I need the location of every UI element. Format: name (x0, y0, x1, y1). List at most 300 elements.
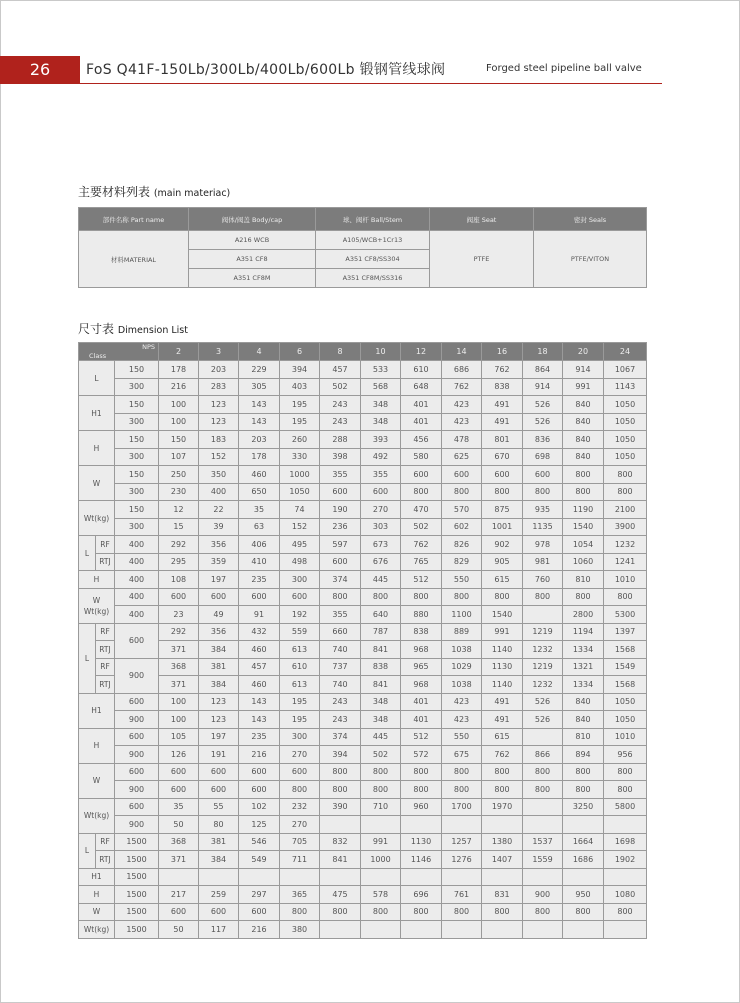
table-cell: 203 (199, 361, 239, 379)
table-cell: 123 (199, 711, 239, 729)
table-cell: 600 (159, 588, 199, 606)
table-cell: L (79, 623, 96, 693)
size-header: 8 (320, 343, 361, 361)
table-row (79, 851, 647, 869)
table-cell (604, 816, 647, 834)
table-cell: 143 (239, 711, 280, 729)
table-cell: 235 (239, 728, 280, 746)
page-subtitle: Forged steel pipeline ball valve (486, 63, 642, 74)
table-cell: 432 (239, 623, 280, 641)
table-cell: 968 (401, 676, 442, 694)
table-cell: 1500 (115, 921, 159, 939)
materials-table (78, 207, 647, 288)
table-cell: Wt(kg) (79, 921, 115, 939)
table-cell: 900 (115, 658, 159, 693)
table-cell: 348 (361, 693, 401, 711)
table-cell: 800 (442, 483, 482, 501)
table-cell: 991 (361, 833, 401, 851)
table-cell: 600 (401, 466, 442, 484)
table-cell: 762 (482, 746, 523, 764)
table-cell: 900 (115, 746, 159, 764)
table-cell: Wt(kg) (79, 501, 115, 536)
table-cell: 403 (280, 378, 320, 396)
table-cell: RF (96, 536, 115, 554)
table-cell: 800 (604, 483, 647, 501)
table-cell: 1050 (604, 448, 647, 466)
table-cell: 1970 (482, 798, 523, 816)
table-cell: 841 (320, 851, 361, 869)
table-cell: 800 (523, 903, 563, 921)
table-cell: 800 (482, 483, 523, 501)
table-cell: 1050 (604, 413, 647, 431)
table-cell: 1321 (563, 658, 604, 676)
table-cell: 526 (523, 413, 563, 431)
seals-cell: PTFE/VITON (534, 231, 647, 288)
table-cell: 491 (482, 693, 523, 711)
table-cell: 670 (482, 448, 523, 466)
table-cell: 800 (604, 466, 647, 484)
table-cell: 625 (442, 448, 482, 466)
table-cell: 1540 (563, 518, 604, 536)
table-cell: 800 (563, 483, 604, 501)
table-cell: 526 (523, 693, 563, 711)
table-cell: 350 (199, 466, 239, 484)
table-cell: 838 (482, 378, 523, 396)
table-cell: 640 (361, 606, 401, 624)
table-cell: 250 (159, 466, 199, 484)
table-cell: 270 (280, 746, 320, 764)
table-cell: H (79, 728, 115, 763)
table-cell: 356 (199, 536, 239, 554)
table-cell (320, 816, 361, 834)
table-row (79, 448, 647, 466)
table-cell: 457 (239, 658, 280, 676)
table-cell: 800 (320, 781, 361, 799)
table-cell: 1380 (482, 833, 523, 851)
table-cell: 1060 (563, 553, 604, 571)
table-cell: 270 (361, 501, 401, 519)
table-cell: 800 (563, 903, 604, 921)
seat-cell: PTFE (430, 231, 534, 288)
table-cell: 800 (482, 763, 523, 781)
table-cell: 512 (401, 571, 442, 589)
table-cell: 197 (199, 728, 239, 746)
table-cell (442, 816, 482, 834)
table-row (79, 833, 647, 851)
table-cell: 368 (159, 833, 199, 851)
table-row (79, 623, 647, 641)
table-cell: 787 (361, 623, 401, 641)
table-cell: 800 (523, 483, 563, 501)
table-cell: 600 (280, 763, 320, 781)
table-cell: 384 (199, 676, 239, 694)
table-cell: 1241 (604, 553, 647, 571)
table-cell (604, 868, 647, 886)
table-row (79, 711, 647, 729)
table-cell: 39 (199, 518, 239, 536)
table-cell: 371 (159, 641, 199, 659)
table-cell: 902 (482, 536, 523, 554)
table-row (79, 536, 647, 554)
table-cell: 1568 (604, 641, 647, 659)
table-cell: 711 (280, 851, 320, 869)
table-cell (563, 921, 604, 939)
table-cell: 50 (159, 816, 199, 834)
table-cell (523, 798, 563, 816)
table-row (79, 693, 647, 711)
table-cell: 152 (199, 448, 239, 466)
table-cell: 956 (604, 746, 647, 764)
table-cell: 348 (361, 396, 401, 414)
table-row (79, 676, 647, 694)
table-cell (401, 921, 442, 939)
materials-title-cn: 主要材料列表 (78, 185, 151, 199)
table-cell: 840 (563, 431, 604, 449)
table-cell: 478 (442, 431, 482, 449)
table-cell: 831 (482, 886, 523, 904)
table-cell: 761 (442, 886, 482, 904)
table-cell: 1568 (604, 676, 647, 694)
table-row (79, 413, 647, 431)
table-cell: 900 (115, 816, 159, 834)
table-cell: 800 (604, 588, 647, 606)
table-cell: 965 (401, 658, 442, 676)
table-cell: 232 (280, 798, 320, 816)
table-cell: 303 (361, 518, 401, 536)
table-cell: 1549 (604, 658, 647, 676)
table-cell: 600 (523, 466, 563, 484)
table-cell: 300 (280, 728, 320, 746)
table-cell: 600 (199, 903, 239, 921)
table-cell: 568 (361, 378, 401, 396)
header-rule (80, 83, 662, 84)
table-cell: 2800 (563, 606, 604, 624)
table-cell: 400 (115, 606, 159, 624)
table-cell: 381 (199, 833, 239, 851)
table-row (79, 816, 647, 834)
table-cell: 457 (320, 361, 361, 379)
table-cell: 259 (199, 886, 239, 904)
table-cell: 526 (523, 396, 563, 414)
table-cell: 840 (563, 413, 604, 431)
table-cell: 800 (320, 903, 361, 921)
table-cell (199, 868, 239, 886)
table-cell: 35 (159, 798, 199, 816)
table-cell: 800 (563, 763, 604, 781)
table-cell: 288 (320, 431, 361, 449)
table-row (79, 518, 647, 536)
table-cell: 123 (199, 413, 239, 431)
table-cell (361, 921, 401, 939)
size-header: 3 (199, 343, 239, 361)
table-cell: 295 (159, 553, 199, 571)
table-cell: 1219 (523, 658, 563, 676)
table-cell: 866 (523, 746, 563, 764)
table-cell (523, 606, 563, 624)
table-row (79, 378, 647, 396)
table-cell: 178 (159, 361, 199, 379)
table-cell: 600 (239, 763, 280, 781)
table-row (79, 431, 647, 449)
table-cell: 55 (199, 798, 239, 816)
table-cell: 546 (239, 833, 280, 851)
table-cell: 423 (442, 396, 482, 414)
table-cell: 1146 (401, 851, 442, 869)
table-cell: 800 (401, 483, 442, 501)
table-cell: 1010 (604, 728, 647, 746)
table-cell: 1686 (563, 851, 604, 869)
table-cell: 900 (115, 711, 159, 729)
table-cell: 1276 (442, 851, 482, 869)
table-cell: 203 (239, 431, 280, 449)
table-cell: 50 (159, 921, 199, 939)
table-cell: 648 (401, 378, 442, 396)
table-cell (320, 868, 361, 886)
table-cell: 1500 (115, 886, 159, 904)
table-cell: 800 (361, 588, 401, 606)
table-cell: 675 (442, 746, 482, 764)
table-cell: 600 (320, 483, 361, 501)
table-cell: 760 (523, 571, 563, 589)
table-row (79, 798, 647, 816)
table-cell (482, 868, 523, 886)
table-cell: 550 (442, 571, 482, 589)
table-cell: 400 (115, 553, 159, 571)
table-cell: 195 (280, 413, 320, 431)
table-cell: 840 (563, 396, 604, 414)
table-cell: 216 (239, 921, 280, 939)
table-cell: 217 (159, 886, 199, 904)
table-cell: 1537 (523, 833, 563, 851)
table-cell: 900 (523, 886, 563, 904)
table-cell: 195 (280, 396, 320, 414)
table-cell (482, 921, 523, 939)
table-row (79, 641, 647, 659)
table-cell: 423 (442, 693, 482, 711)
table-cell: 762 (442, 378, 482, 396)
table-cell: 123 (199, 693, 239, 711)
page-number: 26 (0, 56, 80, 84)
table-cell: 740 (320, 641, 361, 659)
table-cell: 615 (482, 571, 523, 589)
table-cell: 197 (199, 571, 239, 589)
table-cell: 905 (482, 553, 523, 571)
table-cell: 359 (199, 553, 239, 571)
table-cell: 1000 (280, 466, 320, 484)
table-cell: 1010 (604, 571, 647, 589)
table-cell: 991 (482, 623, 523, 641)
table-cell: 841 (361, 676, 401, 694)
table-cell: 355 (320, 466, 361, 484)
table-cell (320, 921, 361, 939)
table-cell: 1100 (442, 606, 482, 624)
table-cell: 91 (239, 606, 280, 624)
table-cell: 800 (401, 588, 442, 606)
table-cell: 800 (401, 903, 442, 921)
table-cell: 1334 (563, 641, 604, 659)
table-cell: 800 (482, 903, 523, 921)
table-cell: 800 (523, 781, 563, 799)
table-cell: 1080 (604, 886, 647, 904)
table-cell: 600 (115, 623, 159, 658)
body-cap-cell: A351 CF8M (189, 269, 316, 288)
table-cell: 597 (320, 536, 361, 554)
table-cell: 578 (361, 886, 401, 904)
table-cell: 1001 (482, 518, 523, 536)
table-cell: 935 (523, 501, 563, 519)
table-cell: 600 (361, 483, 401, 501)
table-cell: 80 (199, 816, 239, 834)
table-cell: 1407 (482, 851, 523, 869)
table-cell: 300 (115, 483, 159, 501)
table-cell: 150 (115, 361, 159, 379)
size-header: 24 (604, 343, 647, 361)
table-cell: 1050 (604, 693, 647, 711)
table-cell: 1664 (563, 833, 604, 851)
table-cell: 410 (239, 553, 280, 571)
table-cell: 374 (320, 571, 361, 589)
table-row (79, 501, 647, 519)
table-cell: 491 (482, 711, 523, 729)
table-cell: W (79, 466, 115, 501)
table-cell: 800 (442, 763, 482, 781)
table-cell: 1140 (482, 676, 523, 694)
table-cell: 600 (239, 781, 280, 799)
size-header: 12 (401, 343, 442, 361)
table-cell: 243 (320, 711, 361, 729)
table-cell: 1038 (442, 676, 482, 694)
table-cell: 1698 (604, 833, 647, 851)
table-cell: 550 (442, 728, 482, 746)
table-cell: 800 (320, 588, 361, 606)
table-cell: 192 (280, 606, 320, 624)
table-cell: 580 (401, 448, 442, 466)
table-cell: 650 (239, 483, 280, 501)
table-cell: 150 (159, 431, 199, 449)
table-cell: 800 (401, 781, 442, 799)
table-cell: 1500 (115, 833, 159, 851)
table-cell: 460 (239, 676, 280, 694)
table-row (79, 886, 647, 904)
table-row (79, 746, 647, 764)
table-cell: 600 (115, 763, 159, 781)
table-cell: 737 (320, 658, 361, 676)
table-cell: 401 (401, 396, 442, 414)
ball-stem-cell: A105/WCB+1Cr13 (316, 231, 430, 250)
table-cell: 35 (239, 501, 280, 519)
size-header: 18 (523, 343, 563, 361)
table-cell: 393 (361, 431, 401, 449)
ball-stem-cell: A351 CF8M/SS316 (316, 269, 430, 288)
table-cell: 365 (280, 886, 320, 904)
table-cell (523, 921, 563, 939)
table-cell: W (79, 903, 115, 921)
class-label: Class (89, 352, 107, 360)
size-header: 10 (361, 343, 401, 361)
table-cell: 1050 (604, 431, 647, 449)
materials-title-en: (main materiac) (153, 188, 231, 199)
table-cell: 600 (199, 781, 239, 799)
table-cell: 235 (239, 571, 280, 589)
table-cell: 460 (239, 641, 280, 659)
table-cell: 12 (159, 501, 199, 519)
body-cap-cell: A351 CF8 (189, 250, 316, 269)
ball-stem-cell: A351 CF8/SS304 (316, 250, 430, 269)
table-cell: 600 (115, 798, 159, 816)
table-cell: 800 (604, 781, 647, 799)
table-cell: 22 (199, 501, 239, 519)
table-cell: 2100 (604, 501, 647, 519)
materials-section-title (78, 183, 230, 200)
table-cell: 1050 (604, 711, 647, 729)
table-cell: 381 (199, 658, 239, 676)
table-cell: RF (96, 833, 115, 851)
table-cell: 126 (159, 746, 199, 764)
table-cell: 615 (482, 728, 523, 746)
body-cap-cell: A216 WCB (189, 231, 316, 250)
table-cell (523, 868, 563, 886)
table-cell: 49 (199, 606, 239, 624)
table-cell: 914 (563, 361, 604, 379)
table-row (79, 483, 647, 501)
table-cell: 740 (320, 676, 361, 694)
table-cell (523, 816, 563, 834)
table-cell: 243 (320, 693, 361, 711)
table-cell: 300 (115, 518, 159, 536)
table-cell: 1190 (563, 501, 604, 519)
table-cell: 283 (199, 378, 239, 396)
table-cell: 838 (361, 658, 401, 676)
table-cell (563, 868, 604, 886)
table-cell: 236 (320, 518, 361, 536)
table-cell: 356 (199, 623, 239, 641)
materials-header-cell: 阀体/阀盖 Body/cap (189, 208, 316, 231)
table-cell: 445 (361, 571, 401, 589)
table-cell: 300 (115, 413, 159, 431)
table-cell: 800 (401, 763, 442, 781)
table-cell: 355 (361, 466, 401, 484)
table-row (79, 396, 647, 414)
table-cell: 470 (401, 501, 442, 519)
table-cell: 1700 (442, 798, 482, 816)
table-cell: 100 (159, 413, 199, 431)
table-cell: 800 (523, 588, 563, 606)
table-row (79, 921, 647, 939)
table-row (79, 553, 647, 571)
table-cell: 864 (523, 361, 563, 379)
table-cell: 840 (563, 448, 604, 466)
table-cell: 673 (361, 536, 401, 554)
table-cell: 533 (361, 361, 401, 379)
table-cell: H1 (79, 396, 115, 431)
table-cell: 613 (280, 676, 320, 694)
table-cell: 1000 (361, 851, 401, 869)
size-header: 14 (442, 343, 482, 361)
table-cell: 300 (115, 448, 159, 466)
table-cell: 384 (199, 851, 239, 869)
size-header: 2 (159, 343, 199, 361)
table-cell: 125 (239, 816, 280, 834)
table-row (79, 571, 647, 589)
table-cell: 710 (361, 798, 401, 816)
table-cell: 1038 (442, 641, 482, 659)
page-title: FoS Q41F-150Lb/300Lb/400Lb/600Lb 锻钢管线球阀 (86, 62, 446, 78)
table-cell: 1050 (604, 396, 647, 414)
dimension-header-row (79, 343, 647, 361)
table-cell: 150 (115, 431, 159, 449)
table-cell: 1559 (523, 851, 563, 869)
table-cell: 838 (401, 623, 442, 641)
